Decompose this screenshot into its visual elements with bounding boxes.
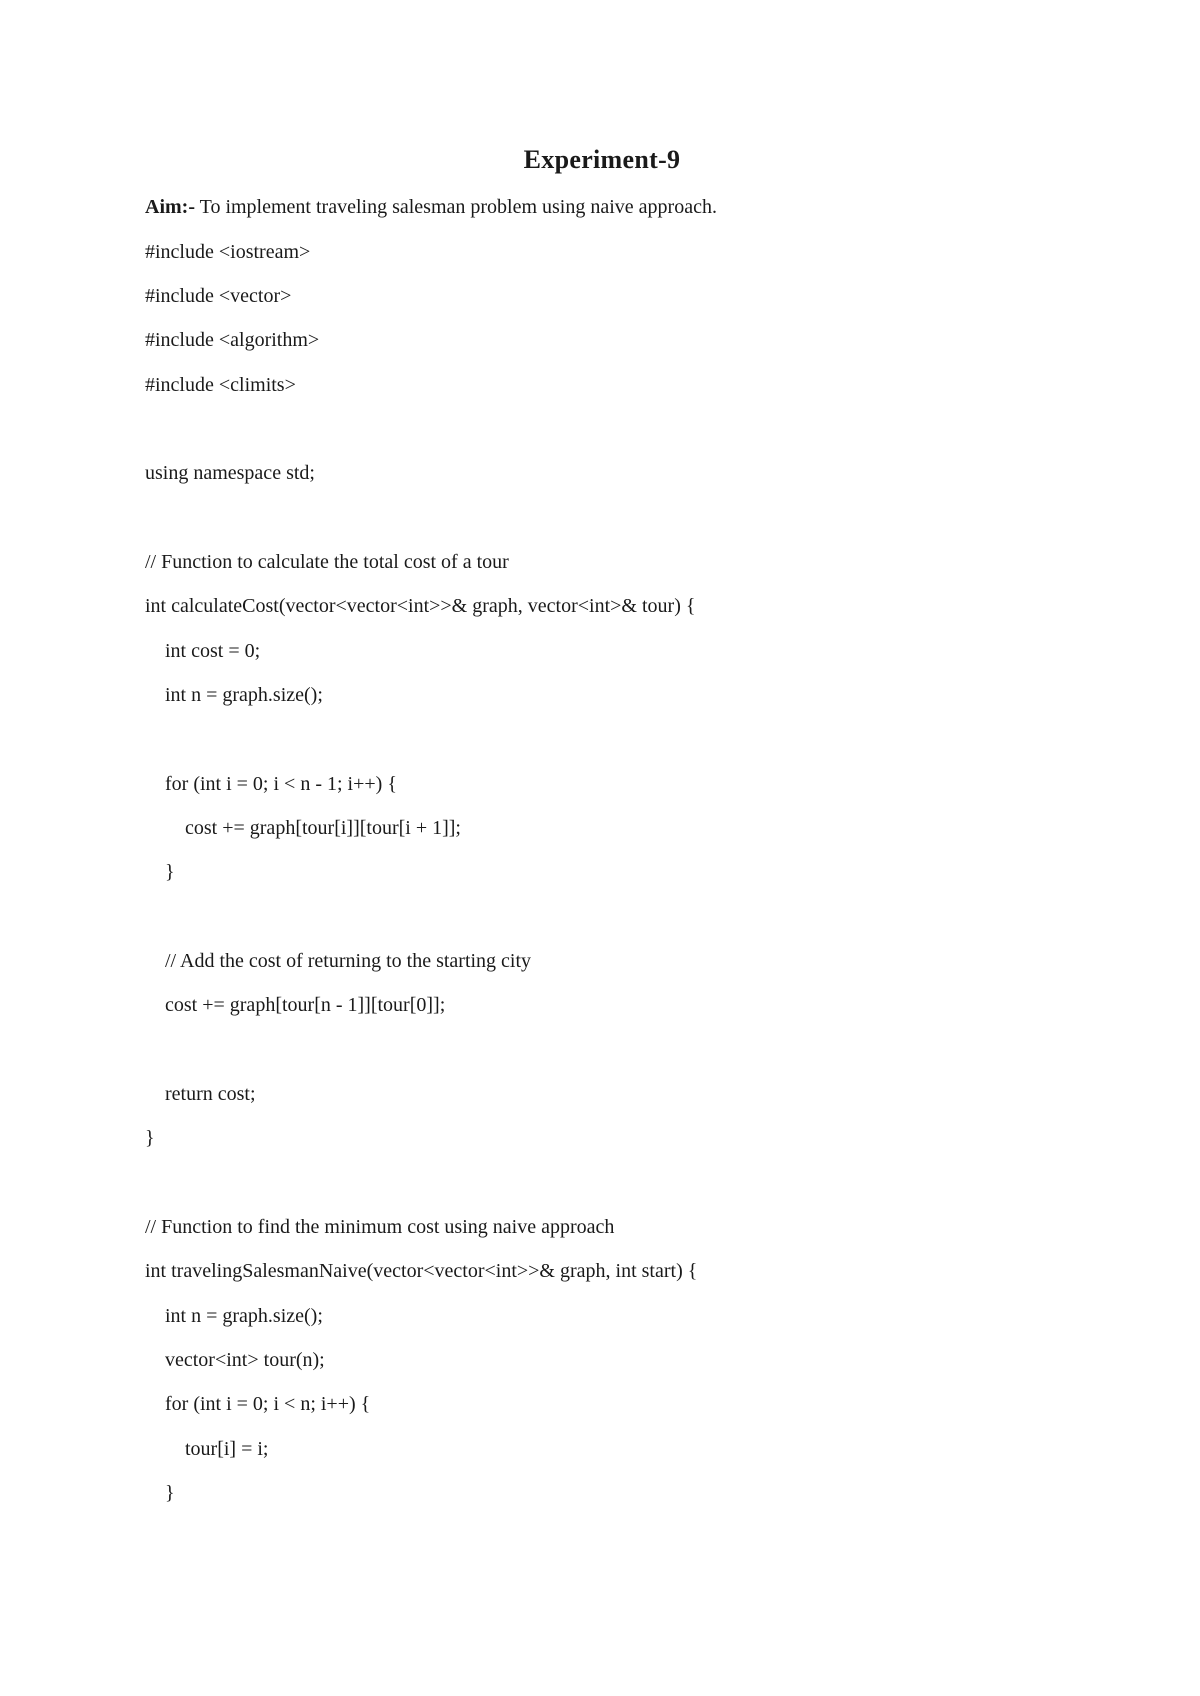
code-line: int calculateCost(vector<vector<int>>& graph, vector<int>& tour) { [145,595,696,617]
code-line: // Add the cost of returning to the starting city [145,950,532,972]
code-line: #include <climits> [145,374,296,396]
code-line [145,1171,697,1215]
document-title: Experiment-9 [523,145,681,174]
code-line [145,417,697,461]
code-line: } [145,1482,175,1504]
code-line: cost += graph[tour[n - 1]][tour[0]]; [145,994,446,1016]
code-line: } [145,861,175,883]
code-line: // Function to calculate the total cost of a tour [145,551,509,573]
code-line [145,905,697,949]
code-line: } [145,1127,155,1149]
code-line: cost += graph[tour[i]][tour[i + 1]]; [145,817,461,839]
code-line [145,1038,697,1082]
aim-label: Aim:- [145,196,195,218]
code-line: int n = graph.size(); [145,684,323,706]
code-line [145,727,697,772]
code-listing [145,240,697,1525]
aim-statement [145,195,717,219]
code-line: // Function to find the minimum cost using naive approach [145,1216,615,1238]
code-line: vector<int> tour(n); [145,1349,325,1371]
code-line: #include <algorithm> [145,329,320,351]
code-line: #include <vector> [145,285,292,307]
code-line: return cost; [145,1083,256,1105]
code-line [145,506,697,550]
code-line: for (int i = 0; i < n; i++) { [145,1393,371,1415]
code-line: using namespace std; [145,462,315,484]
code-line: for (int i = 0; i < n - 1; i++) { [145,773,397,795]
code-line: int travelingSalesmanNaive(vector<vector<int>>& graph, int start) { [145,1260,698,1282]
code-line: int cost = 0; [145,640,261,662]
code-line: #include <iostream> [145,241,311,263]
code-line: int n = graph.size(); [145,1305,323,1327]
code-line: tour[i] = i; [145,1438,269,1460]
aim-text: To implement traveling salesman problem using naive approach. [194,196,717,218]
